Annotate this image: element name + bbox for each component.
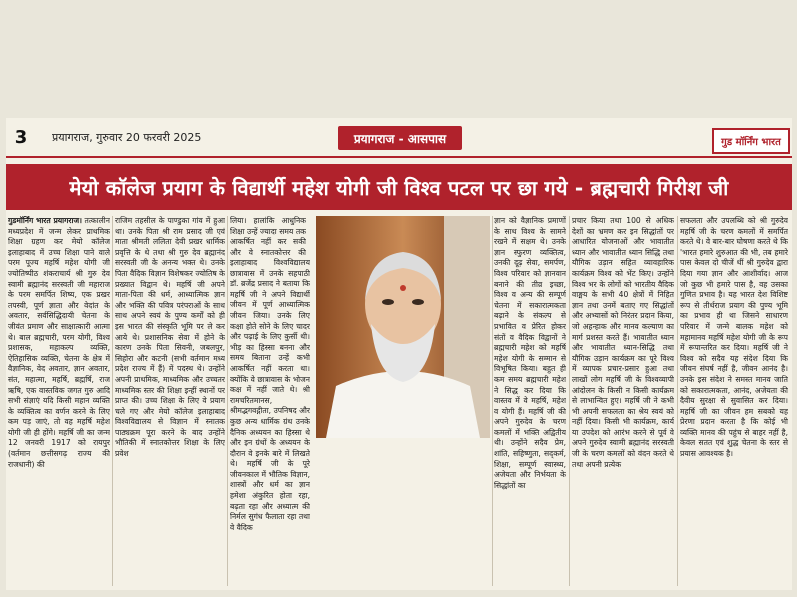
tilak-mark [400, 285, 406, 291]
column-rule [112, 216, 113, 586]
date-line: प्रयागराज, गुरुवार 20 फरवरी 2025 [52, 130, 202, 144]
column-rule [227, 216, 228, 586]
portrait-photo [316, 216, 490, 438]
article-column-5: ज्ञान को वैज्ञानिक प्रमाणों के साथ विश्व के सामने रखने में सक्षम थे। उनके ज्ञान स्फुरण व्यक्तित्व, उनकी दूढ़ सेवा, समर्पण, विश्व परिवार को ज्ञानवान बनाने की तीव्र इच्छा, विश्व व अन्य की सम्पूर्ण चेतना में सकारात्मकता बढ़ाने के संकल्प से प्रभावित व प्रेरित होकर संतों व वैदिक विद्वानों ने ब्रह्मचारी महेश को महर्षि महेश योगी के सम्मान से विभूषित किया। बहुत ही कम समय ब्रह्मचारी महेश ने सिद्ध कर दिया कि वास्तव में वे महर्षि, महेश व योगी हैं। महर्षि जी की अपने गुरुदेव के चरण कमलों में भक्ति अद्वितीय थी। उन्होंने सदैव प्रेम, शांति, सहिष्णुता, सद्कर्म, शिक्षा, सम्पूर्ण स्वास्थ्य, अजेयता और निर्भयता के सिद्धांतों का [494, 216, 566, 490]
article-column-3-top: लिया। हालांकि आधुनिक शिक्षा उन्हें ज्यादा समय तक आकर्षित नहीं कर सकी और वे स्नातकोत्तर की [230, 216, 306, 256]
column-rule [492, 216, 493, 586]
column-1-text: तत्कालीन मध्यप्रदेश में जन्म लेकर प्राथमिक शिक्षा ग्रहण कर मेयो कॉलेज इलाहाबाद में उच्च शिक्षा पाने वाले परम पूज्य महर्षि महेश योगी जी ज्योतिष्पीठ शंकराचार्य श्री गुरु देव स्वामी ब्रह्मानंद सरस्वती जी महाराज के परम समर्पित शिष्य, एक प्रखर तपस्वी, पूर्ण ज्ञाता और वेदांत के अवतार, सर्वसिद्धिदायी चेतना के जीवंत प्रमाण और साक्षात्कारी आत्मा थे। बाल ब्रह्मचारी, परम योगी, विश्व प्रशासक, महाकल्प व्यक्ति, ऐतिहासिक व्यक्ति, चेतना के क्षेत्र में वैज्ञानिक, वेद अवतार, ज्ञान अवतार, संत, महात्मा, महर्षि, ब्रह्मर्षि, राज ऋषि, एक वास्तविक जगत गुरु आदि सभी संज्ञाएं यदि किसी महान व्यक्ति के व्यक्तित्व का वर्णन करने के लिए कम पड़ जाएं, तो वह महर्षि महेश योगी जी ही होंगे। महर्षि जी का जन्म 12 जनवरी 1917 को रायपुर (वर्तमान छत्तीसगढ़ राज्य की राजधानी) की [8, 216, 110, 469]
headline: मेयो कॉलेज प्रयाग के विद्यार्थी महेश योगी जी विश्व पटल पर छा गये - ब्रह्मचारी गिरीश जी [6, 164, 792, 210]
column-rule [677, 216, 678, 586]
article-column-1 [8, 216, 110, 586]
page-number: 3 [14, 126, 28, 148]
article-column-6: प्रचार किया तथा 100 से अधिक देशों का भ्रमण कर इन सिद्धांतों पर आधारित योजनाओं और भावातीत ध्यान और भावातीत ध्यान सिद्धि तथा यौगिक उड़ान सहित व्यावहारिक कार्यक्रम विश्व को भेंट किए। उन्होंने विश्व भर के लोगों को भारतीय वैदिक वाङ्मय के सभी 40 क्षेत्रों में निहित ज्ञान तथा उनमें बताए गए सिद्धांतों और अभ्यासों को निरंतर प्रदान किया, जो अहन्हाक और मानव कल्याण का मार्ग प्रशस्त करते हैं। भावातीत ध्यान और भावातीत ध्यान-सिद्धि तथा यौगिक उड़ान कार्यक्रम का पूरे विश्व में व्यापक प्रचार-प्रसार हुआ तथा लाखों लोग महर्षि जी के विश्वव्यापी आंदोलन के किसी न किसी कार्यक्रम से लाभान्वित हुए। महर्षि जी ने कभी भी अपनी सफलता का श्रेय स्वयं को नहीं दिया। किसी भी कार्यक्रम, कार्य या उपदेश को आरंभ करने से पूर्व वे अपने गुरुदेव स्वामी ब्रह्मानंद सरस्वती जी के चरण कमलों को वंदन करते थे तथा अपनी प्रत्येक [572, 216, 674, 469]
article-column-2: राजिम तहसील के पाण्डुका गांव में हुआ था। उनके पिता श्री राम प्रसाद जी एवं माता श्रीमती ललिता देवी प्रखर धार्मिक प्रवृत्ति के थे तथा श्री गुरु देव ब्रह्मानंद सरस्वती जी के अनन्य भक्त थे। उनके पिता वैदिक विज्ञान विशेषकर ज्योतिष के प्रख्यात विद्वान थे। महर्षि जी अपने माता-पिता की धर्म, आध्यात्मिक ज्ञान और भक्ति की पवित्र परंपराओं के साथ साथ अपने स्वयं के पुण्य कर्मों को ही इस भारत की संस्कृति भूमि पर ले कर आये थे। प्रशासनिक सेवा में होने के कारण उनके पिता सिवनी, जबलपुर, सिहोरा और कटनी (सभी वर्तमान मध्य प्रदेश राज्य में हैं) में पदस्थ थे। उन्होंने अपनी प्राथमिक, माध्यमिक और उच्चतर माध्यमिक स्तर की शिक्षा इन्हीं स्थानों पर प्राप्त की। उच्च शिक्षा के लिए वे प्रयाग चले गए और मेयो कॉलेज इलाहाबाद विश्वविद्यालय से विज्ञान में स्नातक पाठ्यक्रम पूरा करने के बाद उन्होंने भौतिकी में स्नातकोत्तर शिक्षा के लिए प्रवेश [115, 216, 225, 459]
section-label: प्रयागराज - आसपास [338, 126, 462, 150]
brand-logo: गुड मॉर्निंग भारत [712, 128, 790, 154]
article-column-3: इलाहाबाद विश्वविद्यालय छात्रावास में उनके सहपाठी डॉ. ब्रजेंद्र प्रसाद ने बताया कि महर्षि जी ने अपने विद्यार्थी जीवन में पूर्ण आध्यात्मिक जीवन जिया। उनके लिए कक्षा होते सोने के लिए चादर और पढ़ाई के लिए कुर्सी थी। भीड़ का हिस्सा बनना और समय बिताना उन्हें कभी आकर्षित नहीं करता था। क्योंकि वे छात्रावास के भोजन कक्ष में नहीं जाते थे। श्री रामचरितमानस, श्रीमद्भगवद्गीता, उपनिषद और कुछ अन्य धार्मिक ग्रंथ उनके दैनिक अध्ययन का हिस्सा थे और इन ग्रंथों के अध्ययन के दौरान वे इनके बारे में लिखते थे। महर्षि जी के पूरे जीवनकाल में भौतिक विज्ञान, शास्त्रों और धर्म का ज्ञान हमेशा अंकुरित होता रहा, बढ़ता रहा और अध्यात्म की निर्मल सुगंध फैलाता रहा तथा वे वैदिक [230, 258, 310, 532]
column-rule [569, 216, 570, 586]
article-column-7: सफलता और उपलब्धि को श्री गुरुदेव महर्षि जी के चरण कमलों में समर्पित करते थे। वे बार-बार घोषणा करते थे कि 'भारत हमारे शुरुआत की भी, तब हमारे पास केवल दो चीजें थीं श्री गुरुदेव द्वारा दिया गया ज्ञान और आशीर्वाद। आज जो कुछ भी हमारे पास है, वह उसका गुणित प्रभाव है। यह भारत देश विशिष्ट रूप से तीर्थराज प्रयाग की पुण्य भूमि का प्रभाव ही था जिसने साधारण परिवार में जन्मे बालक महेश को महामानव महर्षि महेश योगी जी के रूप में रूपान्तरित कर दिया। महर्षि जी ने विश्व को सदैव यह संदेश दिया कि जीवन संघर्ष नहीं है, जीवन आनंद है। उनके इस संदेश ने समस्त मानव जाति को सकारात्मकता, आनंद, अजेयता की दैवीय सुरक्षा से सुवासित कर दिया। महर्षि जी का जीवन हम सबको यह प्रेरणा प्रदान करता है कि कोई भी व्यक्ति मानव की पहुंच से बाहर नहीं है, केवल सतत एवं शुद्ध चेतना के स्तर से प्रयास आवश्यक है। [680, 216, 788, 459]
byline: गुडमॉर्निंग भारत प्रयागराज। [8, 216, 82, 225]
